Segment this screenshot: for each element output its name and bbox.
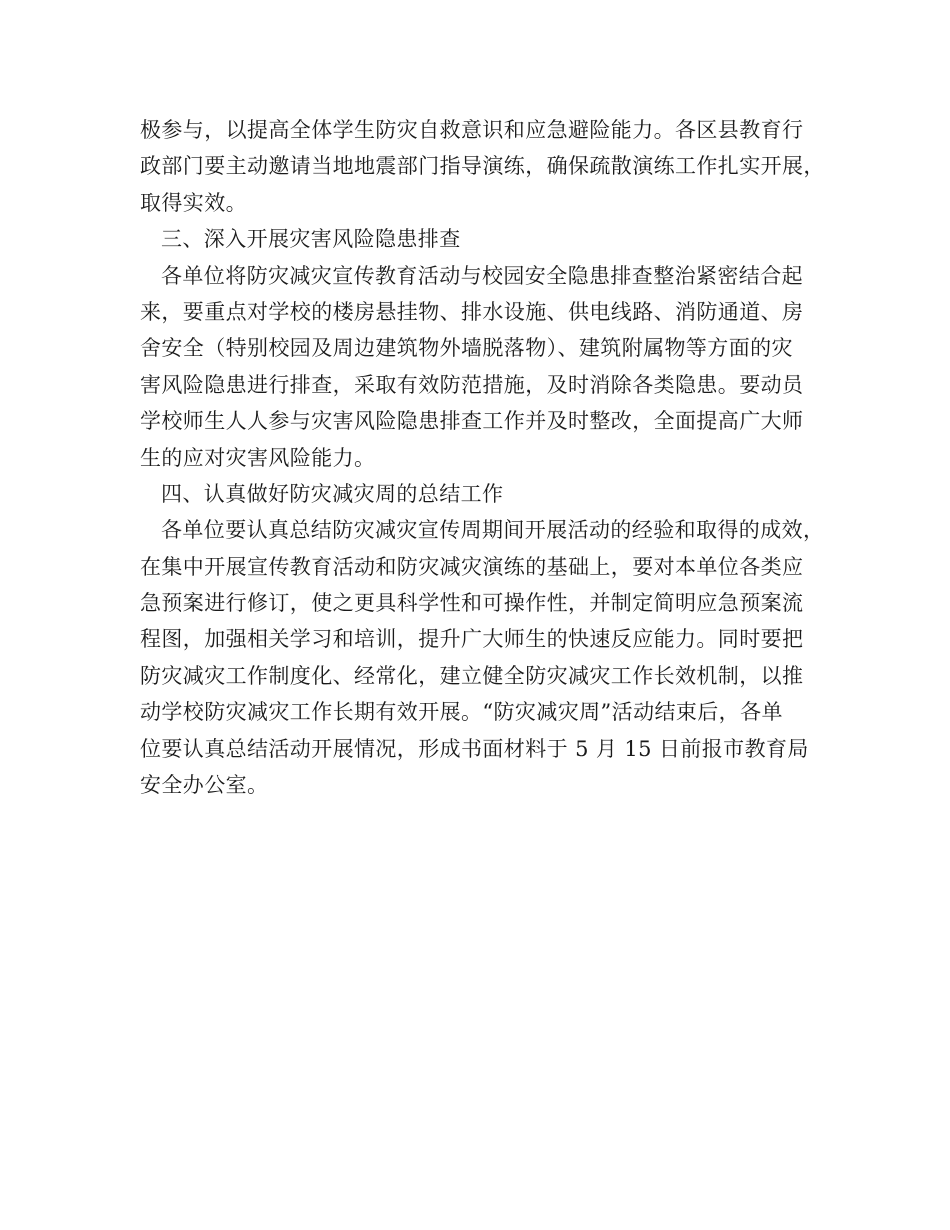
section-heading-3: 三、深入开展灾害风险隐患排查	[161, 227, 461, 252]
paragraph-line: 学校师生人人参与灾害风险隐患排查工作并及时整改，全面提高广大师	[140, 409, 804, 434]
paragraph-line: 急预案进行修订，使之更具科学性和可操作性，并制定简明应急预案流	[140, 591, 804, 616]
document-body	[140, 112, 825, 803]
paragraph-line: 害风险隐患进行排查，采取有效防范措施，及时消除各类隐患。要动员	[140, 372, 804, 397]
paragraph-line: 生的应对灾害风险能力。	[140, 445, 376, 470]
paragraph-line: 在集中开展宣传教育活动和防灾减灾演练的基础上，要对本单位各类应	[140, 554, 804, 579]
paragraph-line: 舍安全（特别校园及周边建筑物外墙脱落物）、建筑附属物等方面的灾	[140, 336, 793, 361]
paragraph-line: 安全办公室。	[140, 773, 269, 798]
paragraph-line: 各单位将防灾减灾宣传教育活动与校园安全隐患排查整治紧密结合起	[161, 263, 803, 288]
paragraph-line: 位要认真总结活动开展情况，形成书面材料于 5 月 15 日前报市教育局	[140, 736, 809, 761]
section-heading-4: 四、认真做好防灾减灾周的总结工作	[161, 481, 504, 506]
paragraph-line: 极参与，以提高全体学生防灾自救意识和应急避险能力。各区县教育行	[140, 118, 804, 142]
paragraph-line: 防灾减灾工作制度化、经常化，建立健全防灾减灾工作长效机制，以推	[140, 663, 804, 688]
paragraph-line: 政部门要主动邀请当地地震部门指导演练，确保疏散演练工作扎实开展，	[140, 154, 825, 179]
paragraph-line: 程图，加强相关学习和培训，提升广大师生的快速反应能力。同时要把	[140, 627, 804, 652]
paragraph-line: 取得实效。	[140, 190, 247, 215]
paragraph-line: 动学校防灾减灾工作长期有效开展。“防灾减灾周”活动结束后，各单	[140, 700, 783, 725]
paragraph-line: 来，要重点对学校的楼房悬挂物、排水设施、供电线路、消防通道、房	[140, 299, 804, 324]
paragraph-line: 各单位要认真总结防灾减灾宣传周期间开展活动的经验和取得的成效，	[161, 518, 825, 543]
